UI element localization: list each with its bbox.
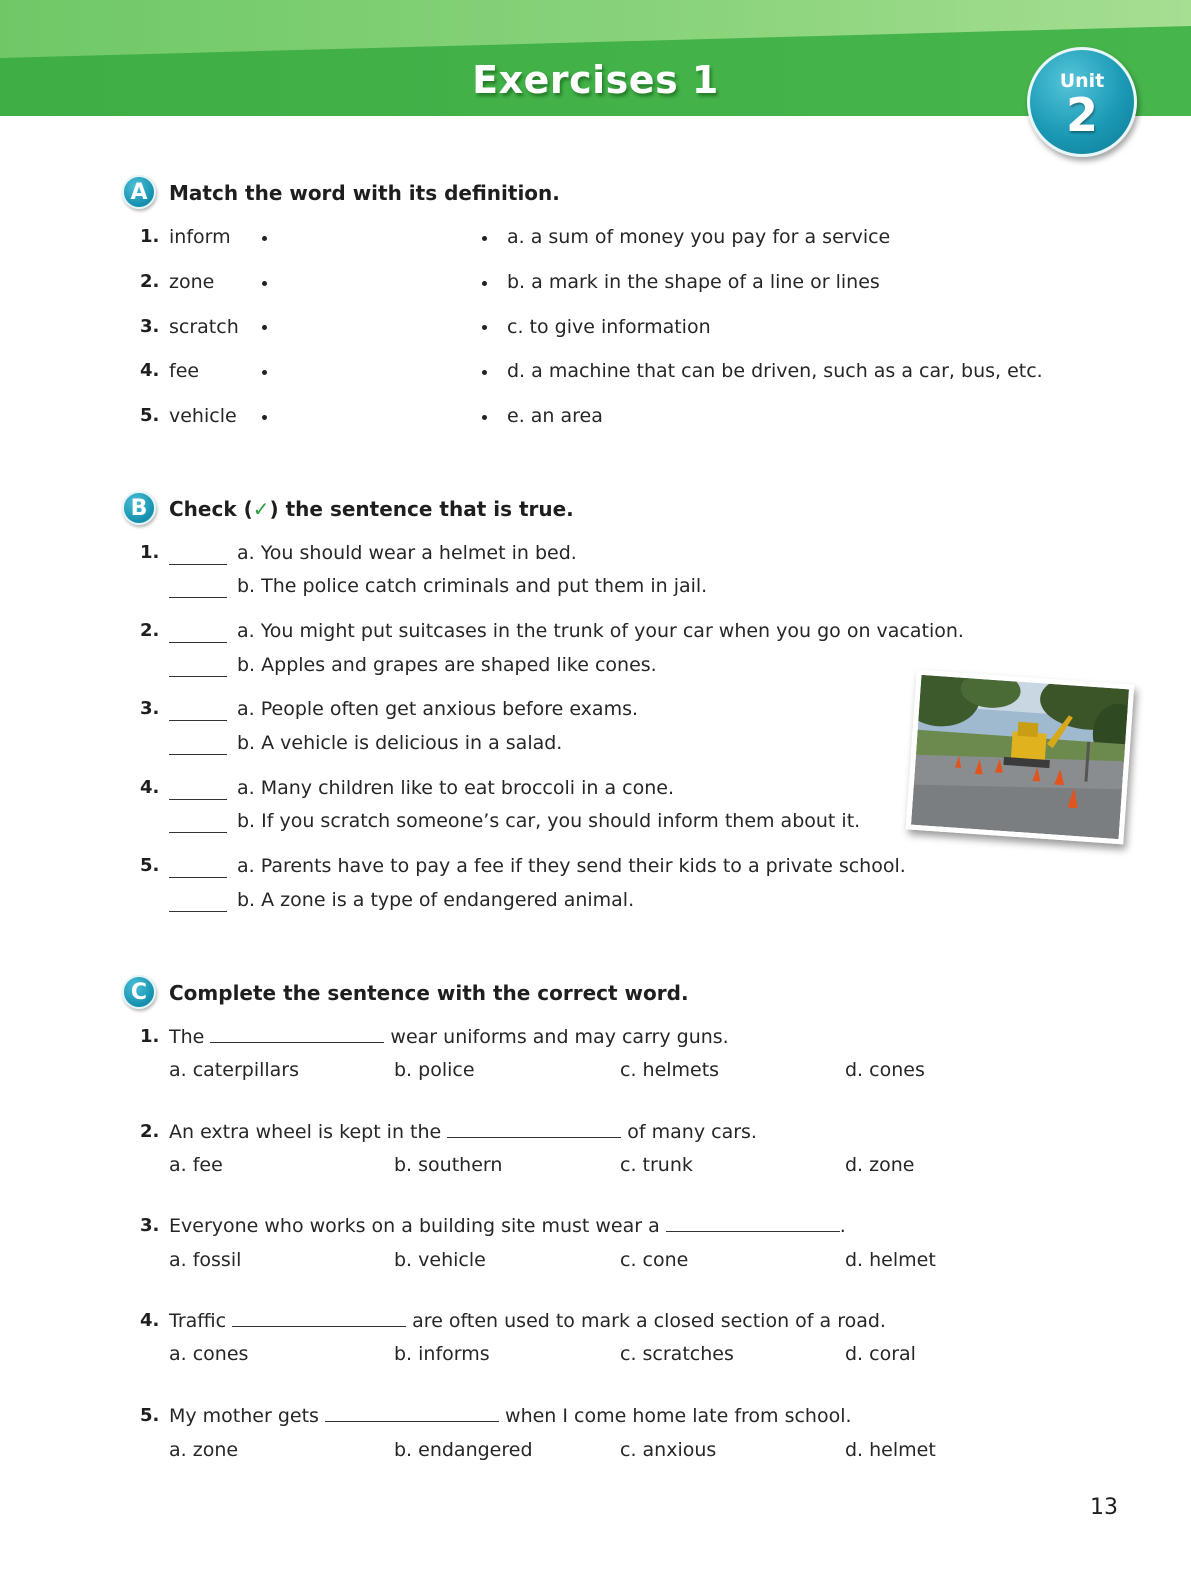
answer-blank[interactable]	[666, 1217, 840, 1232]
question-number: 4.	[140, 1310, 160, 1331]
answer-option[interactable]: c. cone	[620, 1249, 689, 1271]
section-a-badge: A	[122, 175, 156, 209]
sentence-end: when I come home late from school.	[498, 1405, 852, 1427]
option-a-sentence: a. Parents have to pay a fee if they send their kids to a private school.	[237, 855, 906, 877]
option-b-sentence: b. A vehicle is delicious in a salad.	[237, 732, 563, 754]
answer-option[interactable]: a. fossil	[169, 1249, 242, 1271]
question-number: 5.	[140, 855, 160, 876]
fill-in-sentence	[169, 1120, 757, 1144]
unit-label: Unit	[1059, 70, 1105, 92]
answer-blank[interactable]	[210, 1028, 384, 1043]
answer-option[interactable]: b. police	[394, 1059, 475, 1081]
sentence-start: The	[169, 1026, 211, 1048]
match-word: vehicle	[169, 405, 237, 427]
question-number: 1.	[140, 542, 160, 563]
answer-option[interactable]: c. anxious	[620, 1439, 717, 1461]
sentence-start: Traffic	[169, 1310, 233, 1332]
page-number: 13	[1090, 1495, 1118, 1520]
option-a-sentence: a. You might put suitcases in the trunk of your car when you go on vacation.	[237, 620, 964, 642]
answer-option[interactable]: b. informs	[394, 1343, 490, 1365]
answer-blank[interactable]	[232, 1312, 406, 1327]
fill-in-sentence	[169, 1309, 886, 1333]
match-word: scratch	[169, 316, 239, 338]
question-number: 2.	[140, 620, 160, 641]
page-title: Exercises 1	[472, 58, 719, 102]
section-c-badge: C	[122, 975, 156, 1009]
sentence-start: An extra wheel is kept in the	[169, 1121, 448, 1143]
check-blank[interactable]	[169, 754, 227, 755]
match-word: zone	[169, 271, 215, 293]
match-word: inform	[169, 226, 231, 248]
match-word-number: 5.	[140, 405, 160, 426]
page-header	[0, 0, 1191, 116]
match-definition-dot[interactable]	[482, 415, 487, 420]
match-word-number: 2.	[140, 271, 160, 292]
option-b-sentence: b. Apples and grapes are shaped like cones.	[237, 654, 657, 676]
option-a-sentence: a. You should wear a helmet in bed.	[237, 542, 577, 564]
check-blank[interactable]	[169, 911, 227, 912]
section-b-title-end: ) the sentence that is true.	[269, 497, 574, 521]
answer-option[interactable]: b. vehicle	[394, 1249, 486, 1271]
match-word-dot[interactable]	[262, 236, 267, 241]
match-definition: d. a machine that can be driven, such as a car, bus, etc.	[507, 360, 1043, 382]
match-definition-dot[interactable]	[482, 325, 487, 330]
match-word-number: 3.	[140, 316, 160, 337]
check-mark-icon: ✓	[252, 497, 270, 521]
option-a-sentence: a. People often get anxious before exams.	[237, 698, 639, 720]
unit-number: 2	[1065, 88, 1098, 142]
match-definition: e. an area	[507, 405, 603, 427]
unit-badge	[1027, 47, 1137, 157]
sentence-start: My mother gets	[169, 1405, 325, 1427]
sentence-end: are often used to mark a closed section of a road.	[406, 1310, 886, 1332]
fill-in-sentence	[169, 1214, 846, 1238]
option-a-sentence: a. Many children like to eat broccoli in a cone.	[237, 777, 674, 799]
answer-option[interactable]: d. helmet	[845, 1249, 936, 1271]
check-blank[interactable]	[169, 720, 227, 721]
option-b-sentence: b. A zone is a type of endangered animal.	[237, 889, 635, 911]
check-blank[interactable]	[169, 877, 227, 878]
answer-option[interactable]: a. fee	[169, 1154, 223, 1176]
section-c-title: Complete the sentence with the correct word.	[169, 981, 689, 1005]
section-a-title: Match the word with its definition.	[169, 181, 560, 205]
question-number: 1.	[140, 1026, 160, 1047]
match-definition-dot[interactable]	[482, 281, 487, 286]
check-blank[interactable]	[169, 564, 227, 565]
section-b-title-start: Check (	[169, 497, 253, 521]
fill-in-sentence	[169, 1404, 852, 1428]
check-blank[interactable]	[169, 642, 227, 643]
answer-option[interactable]: d. coral	[845, 1343, 916, 1365]
sentence-end: of many cars.	[621, 1121, 757, 1143]
question-number: 5.	[140, 1405, 160, 1426]
match-definition: b. a mark in the shape of a line or lines	[507, 271, 880, 293]
answer-blank[interactable]	[447, 1123, 621, 1138]
sentence-end: wear uniforms and may carry guns.	[384, 1026, 729, 1048]
check-blank[interactable]	[169, 597, 227, 598]
answer-option[interactable]: b. southern	[394, 1154, 503, 1176]
check-blank[interactable]	[169, 799, 227, 800]
option-b-sentence: b. If you scratch someone’s car, you should inform them about it.	[237, 810, 861, 832]
match-word: fee	[169, 360, 200, 382]
match-definition: a. a sum of money you pay for a service	[507, 226, 891, 248]
answer-option[interactable]: c. scratches	[620, 1343, 734, 1365]
sentence-end: .	[839, 1215, 846, 1237]
option-b-sentence: b. The police catch criminals and put them in jail.	[237, 575, 708, 597]
match-word-dot[interactable]	[262, 415, 267, 420]
check-blank[interactable]	[169, 676, 227, 677]
question-number: 3.	[140, 1215, 160, 1236]
match-word-dot[interactable]	[262, 325, 267, 330]
answer-option[interactable]: d. cones	[845, 1059, 925, 1081]
match-word-number: 1.	[140, 226, 160, 247]
match-word-number: 4.	[140, 360, 160, 381]
sentence-start: Everyone who works on a building site must wear a	[169, 1215, 666, 1237]
question-number: 3.	[140, 698, 160, 719]
fill-in-sentence	[169, 1025, 729, 1049]
match-definition-dot[interactable]	[482, 236, 487, 241]
answer-option[interactable]: a. caterpillars	[169, 1059, 300, 1081]
road-works-illustration	[911, 675, 1129, 839]
answer-option[interactable]: c. helmets	[620, 1059, 720, 1081]
answer-option[interactable]: d. zone	[845, 1154, 915, 1176]
answer-option[interactable]: b. endangered	[394, 1439, 533, 1461]
section-b-badge: B	[122, 491, 156, 525]
section-b-title	[169, 497, 574, 521]
match-word-dot[interactable]	[262, 370, 267, 375]
match-word-dot[interactable]	[262, 281, 267, 286]
answer-option[interactable]: d. helmet	[845, 1439, 936, 1461]
answer-option[interactable]: a. zone	[169, 1439, 239, 1461]
question-number: 4.	[140, 777, 160, 798]
question-number: 2.	[140, 1121, 160, 1142]
check-blank[interactable]	[169, 832, 227, 833]
answer-option[interactable]: c. trunk	[620, 1154, 693, 1176]
road-works-photo	[906, 670, 1135, 845]
match-definition: c. to give information	[507, 316, 711, 338]
answer-blank[interactable]	[325, 1407, 499, 1422]
answer-option[interactable]: a. cones	[169, 1343, 249, 1365]
match-definition-dot[interactable]	[482, 370, 487, 375]
